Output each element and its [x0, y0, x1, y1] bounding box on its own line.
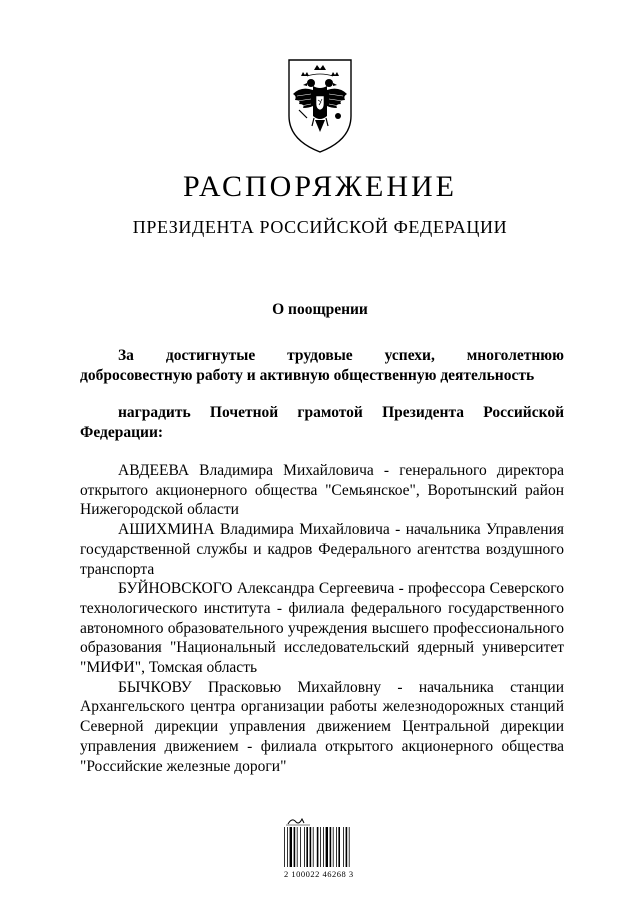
document-heading: О поощрении: [272, 301, 368, 318]
barcode-icon: [284, 827, 364, 869]
barcode-block: [284, 815, 364, 885]
list-item: БУЙНОВСКОГО Александра Сергеевича - профессора Северского технологического института - филиала федерального государственного автономного образовательного учреждения высшего профессионального образования "Национальный исследовательский ядерный университет "МИФИ", Томская область: [80, 580, 564, 677]
award-paragraph: наградить Почетной грамотой Президента Российской Федерации:: [80, 404, 564, 441]
list-item: АВДЕЕВА Владимира Михайловича - генерального директора открытого акционерного общества "Семьянское", Воротынский район Нижегородской области: [80, 462, 564, 519]
list-item: БЫЧКОВУ Прасковью Михайловну - начальника станции Архангельского центра организации работы железнодорожных станций Северной дирекции управления движением Центральной дирекции управления движением - филиала открытого акционерного общества "Российские железные дороги": [80, 678, 564, 775]
persons-list: [80, 461, 564, 776]
barcode-number: 2 100022 46268 3: [284, 869, 354, 879]
list-item: АШИХМИНА Владимира Михайловича - начальника Управления государственной службы и кадров Федерального агентства воздушного транспорта: [80, 521, 564, 578]
preamble-paragraph: За достигнутые трудовые успехи, многолетнюю добросовестную работу и активную общественную деятельность: [80, 347, 564, 384]
document-subtitle: ПРЕЗИДЕНТА РОССИЙСКОЙ ФЕДЕРАЦИИ: [132, 217, 508, 237]
registration-mark-icon: [284, 815, 314, 827]
coat-of-arms-icon: [283, 56, 357, 156]
document-title: РАСПОРЯЖЕНИЕ: [182, 170, 458, 203]
